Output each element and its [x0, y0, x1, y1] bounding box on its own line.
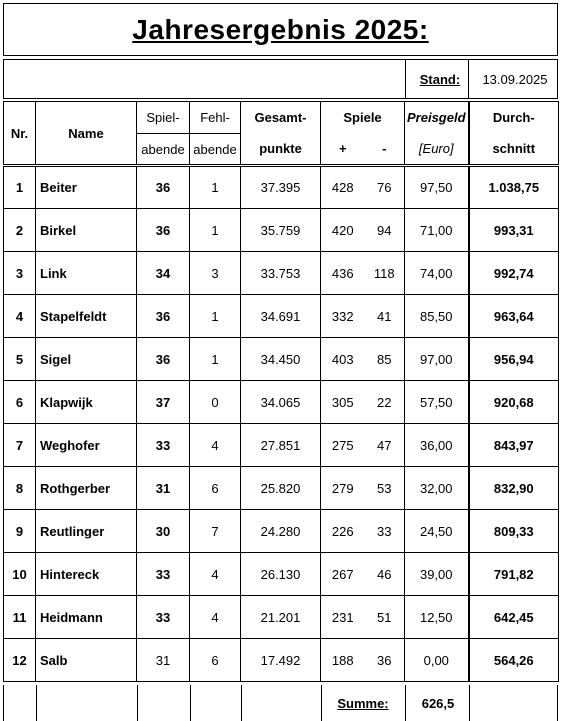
row-fehlabende: 3 [190, 252, 241, 295]
header-fehlabende: Fehl- [190, 102, 241, 134]
row-spielabende: 33 [137, 596, 190, 639]
table-row [4, 596, 559, 639]
table-row [4, 209, 559, 252]
row-preisgeld: 85,50 [405, 295, 469, 338]
row-plus: 428 [321, 166, 365, 209]
row-fehlabende: 1 [190, 338, 241, 381]
header-spiele: Spiele [321, 102, 405, 134]
row-name: Rothgerber [36, 467, 137, 510]
row-minus: 85 [365, 338, 405, 381]
title-box [3, 3, 558, 56]
row-preisgeld: 97,00 [405, 338, 469, 381]
row-nr: 8 [4, 467, 36, 510]
row-durchschnitt: 993,31 [469, 209, 559, 252]
row-name: Stapelfeldt [36, 295, 137, 338]
summe-label: Summe: [337, 696, 389, 711]
row-spielabende: 30 [137, 510, 190, 553]
row-spielabende: 36 [137, 295, 190, 338]
row-fehlabende: 0 [190, 381, 241, 424]
table-row [4, 424, 559, 467]
row-durchschnitt: 920,68 [469, 381, 559, 424]
row-plus: 267 [321, 553, 365, 596]
header-plus: + [321, 134, 365, 166]
row-durchschnitt: 809,33 [469, 510, 559, 553]
header-gesamtpunkte-sub: punkte [241, 134, 321, 166]
row-preisgeld: 32,00 [405, 467, 469, 510]
row-preisgeld: 24,50 [405, 510, 469, 553]
row-minus: 36 [365, 639, 405, 682]
row-nr: 4 [4, 295, 36, 338]
header-nr: Nr. [4, 102, 36, 166]
row-durchschnitt: 791,82 [469, 553, 559, 596]
row-gesamtpunkte: 34.691 [241, 295, 321, 338]
header-preisgeld: Preisgeld [405, 102, 469, 134]
row-plus: 279 [321, 467, 365, 510]
table-row [4, 295, 559, 338]
header-durchschnitt-sub: schnitt [469, 134, 559, 166]
row-durchschnitt: 963,64 [469, 295, 559, 338]
row-minus: 46 [365, 553, 405, 596]
row-durchschnitt: 564,26 [469, 639, 559, 682]
results-table [3, 101, 559, 682]
row-plus: 403 [321, 338, 365, 381]
row-nr: 3 [4, 252, 36, 295]
row-nr: 2 [4, 209, 36, 252]
stand-row [3, 59, 558, 99]
row-fehlabende: 1 [190, 295, 241, 338]
header-minus: - [365, 134, 405, 166]
row-gesamtpunkte: 27.851 [241, 424, 321, 467]
row-fehlabende: 6 [190, 467, 241, 510]
row-fehlabende: 6 [190, 639, 241, 682]
header-preisgeld-sub: [Euro] [405, 134, 469, 166]
table-row [4, 553, 559, 596]
row-gesamtpunkte: 17.492 [241, 639, 321, 682]
row-preisgeld: 57,50 [405, 381, 469, 424]
row-name: Hintereck [36, 553, 137, 596]
row-durchschnitt: 843,97 [469, 424, 559, 467]
row-name: Beiter [36, 166, 137, 209]
table-row [4, 252, 559, 295]
row-spielabende: 36 [137, 166, 190, 209]
row-minus: 33 [365, 510, 405, 553]
row-preisgeld: 74,00 [405, 252, 469, 295]
page-title: Jahresergebnis 2025: [132, 14, 429, 45]
row-minus: 53 [365, 467, 405, 510]
header-spielabende-sub: abende [137, 134, 190, 166]
summe-value: 626,5 [421, 696, 455, 711]
header-fehlabende-sub: abende [190, 134, 241, 166]
row-minus: 94 [365, 209, 405, 252]
row-nr: 7 [4, 424, 36, 467]
row-fehlabende: 4 [190, 596, 241, 639]
row-name: Reutlinger [36, 510, 137, 553]
row-spielabende: 36 [137, 209, 190, 252]
row-gesamtpunkte: 33.753 [241, 252, 321, 295]
row-preisgeld: 71,00 [405, 209, 469, 252]
row-gesamtpunkte: 37.395 [241, 166, 321, 209]
table-row [4, 381, 559, 424]
row-gesamtpunkte: 24.280 [241, 510, 321, 553]
footer-separator [36, 685, 37, 721]
row-spielabende: 31 [137, 639, 190, 682]
row-plus: 275 [321, 424, 365, 467]
row-plus: 420 [321, 209, 365, 252]
row-gesamtpunkte: 21.201 [241, 596, 321, 639]
row-name: Birkel [36, 209, 137, 252]
row-spielabende: 33 [137, 553, 190, 596]
row-nr: 9 [4, 510, 36, 553]
summary-row [3, 685, 558, 721]
header-gesamtpunkte: Gesamt- [241, 102, 321, 134]
row-preisgeld: 39,00 [405, 553, 469, 596]
table-row [4, 510, 559, 553]
row-spielabende: 33 [137, 424, 190, 467]
row-preisgeld: 97,50 [405, 166, 469, 209]
row-durchschnitt: 956,94 [469, 338, 559, 381]
row-durchschnitt: 642,45 [469, 596, 559, 639]
row-fehlabende: 1 [190, 166, 241, 209]
row-minus: 22 [365, 381, 405, 424]
row-plus: 332 [321, 295, 365, 338]
row-spielabende: 34 [137, 252, 190, 295]
row-fehlabende: 1 [190, 209, 241, 252]
table-row [4, 639, 559, 682]
row-gesamtpunkte: 26.130 [241, 553, 321, 596]
stand-separator [405, 60, 406, 98]
footer-separator [190, 685, 191, 721]
row-nr: 11 [4, 596, 36, 639]
row-gesamtpunkte: 34.450 [241, 338, 321, 381]
footer-separator [241, 685, 242, 721]
row-nr: 6 [4, 381, 36, 424]
row-plus: 305 [321, 381, 365, 424]
stand-date: 13.09.2025 [482, 72, 548, 87]
row-plus: 226 [321, 510, 365, 553]
row-name: Salb [36, 639, 137, 682]
row-minus: 47 [365, 424, 405, 467]
row-name: Klapwijk [36, 381, 137, 424]
row-minus: 76 [365, 166, 405, 209]
row-fehlabende: 4 [190, 424, 241, 467]
row-nr: 1 [4, 166, 36, 209]
row-name: Heidmann [36, 596, 137, 639]
row-spielabende: 37 [137, 381, 190, 424]
row-nr: 10 [4, 553, 36, 596]
row-durchschnitt: 1.038,75 [469, 166, 559, 209]
row-preisgeld: 12,50 [405, 596, 469, 639]
row-fehlabende: 7 [190, 510, 241, 553]
row-spielabende: 36 [137, 338, 190, 381]
row-gesamtpunkte: 25.820 [241, 467, 321, 510]
row-minus: 118 [365, 252, 405, 295]
row-nr: 5 [4, 338, 36, 381]
stand-label: Stand: [419, 72, 461, 87]
row-fehlabende: 4 [190, 553, 241, 596]
header-spielabende: Spiel- [137, 102, 190, 134]
row-gesamtpunkte: 35.759 [241, 209, 321, 252]
table-row [4, 338, 559, 381]
row-name: Weghofer [36, 424, 137, 467]
footer-separator [137, 685, 138, 721]
row-nr: 12 [4, 639, 36, 682]
row-spielabende: 31 [137, 467, 190, 510]
table-row [4, 166, 559, 209]
row-minus: 41 [365, 295, 405, 338]
row-plus: 436 [321, 252, 365, 295]
row-durchschnitt: 992,74 [469, 252, 559, 295]
row-minus: 51 [365, 596, 405, 639]
header-durchschnitt: Durch- [469, 102, 559, 134]
row-preisgeld: 36,00 [405, 424, 469, 467]
row-durchschnitt: 832,90 [469, 467, 559, 510]
header-row [4, 102, 559, 134]
row-name: Sigel [36, 338, 137, 381]
row-plus: 188 [321, 639, 365, 682]
row-plus: 231 [321, 596, 365, 639]
row-name: Link [36, 252, 137, 295]
row-gesamtpunkte: 34.065 [241, 381, 321, 424]
header-name: Name [36, 102, 137, 166]
row-preisgeld: 0,00 [405, 639, 469, 682]
table-row [4, 467, 559, 510]
